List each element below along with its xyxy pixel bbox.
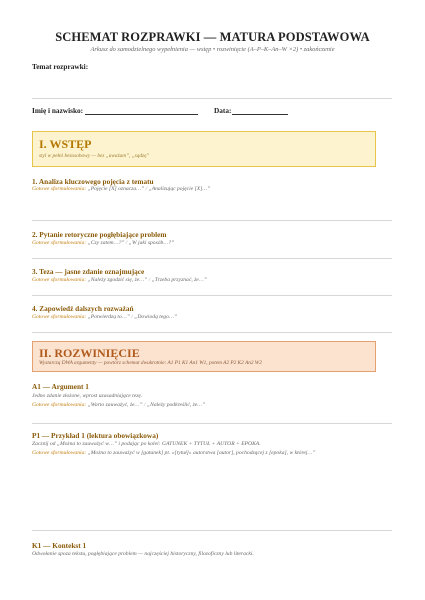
phrase-separator: / xyxy=(145,186,148,192)
topic-answer-line[interactable] xyxy=(32,98,392,99)
intro-item-1-answer-line[interactable] xyxy=(32,220,392,221)
body-section-header xyxy=(32,341,376,372)
phrase: „W jaki sposób…?” xyxy=(128,240,175,246)
phrase: „Warto zauważyć, że…” xyxy=(87,402,143,408)
hint-label: Gotowe sformułowania: xyxy=(32,240,87,246)
phrase: „Analizując pojęcie [X]…” xyxy=(148,186,211,192)
k1-description: Odwołanie spoza tekstu, pogłębiające problem — najczęściej historyczny, filozoficzny lub literacki. xyxy=(32,551,254,557)
name-label: Imię i nazwisko: xyxy=(32,106,84,115)
p1-answer-line[interactable] xyxy=(32,530,392,531)
body-title: II. ROZWINIĘCIE xyxy=(39,346,140,360)
intro-item-2-answer-line[interactable] xyxy=(32,258,392,259)
hint-label: Gotowe sformułowania: xyxy=(32,450,87,456)
intro-item-4-title: 4. Zapowiedź dalszych rozważań xyxy=(32,304,134,313)
topic-label: Temat rozprawki: xyxy=(32,62,89,71)
phrase-separator: / xyxy=(131,314,133,320)
phrase: „Można to zauważyć w [gatunek] pt. «[tytuł]» autorstwa [autor], pochodzącej z [epoka], w której…” xyxy=(87,450,316,456)
date-label: Data: xyxy=(214,106,232,115)
page-subtitle: Arkusz do samodzielnego wypełnienia — wstęp • rozwinięcie (A–P–K–An–W ×2) • zakończenie xyxy=(90,46,335,53)
p1-title: P1 — Przykład 1 (lektura obowiązkowa) xyxy=(32,431,159,440)
hint-label: Gotowe sformułowania: xyxy=(32,314,87,320)
page-title: SCHEMAT ROZPRAWKI — MATURA PODSTAWOWA xyxy=(55,30,370,44)
phrase: „Należy podkreślić, że…” xyxy=(146,402,206,408)
intro-item-2-title: 2. Pytanie retoryczne pogłębiające problem xyxy=(32,230,167,239)
intro-item-1-title: 1. Analiza kluczowego pojęcia z tematu xyxy=(32,177,154,186)
k1-title: K1 — Kontekst 1 xyxy=(32,541,87,550)
intro-item-4-hint xyxy=(32,314,177,320)
intro-item-2-hint xyxy=(32,240,174,246)
phrase: „Czy zatem…?” xyxy=(87,240,125,246)
phrase: „Trzeba przyznać, że…” xyxy=(151,277,207,283)
phrase-separator: / xyxy=(144,402,146,408)
a1-answer-line[interactable] xyxy=(32,423,392,424)
phrase-separator: / xyxy=(148,277,151,283)
phrase: „Dowiodą tego…” xyxy=(134,314,177,320)
phrase: „Pojęcie [X] oznacza…” xyxy=(87,186,145,192)
body-subtitle: Wystarczą DWA argumenty — powtórz schemat dwukrotnie: A1 P1 K1 An1 W1, potem A2 P2 K2 An2 W2 xyxy=(39,360,262,366)
phrase: „Należy zgodzić się, że…” xyxy=(87,277,148,283)
intro-subtitle: styl w pełni bezosobowy — bez „uważam”, „sądzę” xyxy=(39,153,150,159)
intro-item-3-title: 3. Teza — jasne zdanie oznajmujące xyxy=(32,267,145,276)
a1-description: Jedno zdanie złożone, wprost uzasadniające tezę. xyxy=(32,393,143,399)
a1-hint xyxy=(32,402,205,408)
phrase-separator: / xyxy=(125,240,128,246)
p1-description: Zacznij od „Można to zauważyć w…” i podając po kolei: GATUNEK + TYTUŁ + AUTOR + EPOKA. xyxy=(32,441,261,447)
intro-item-3-answer-line[interactable] xyxy=(32,295,392,296)
phrase: „Potwierdzą to…” xyxy=(87,314,130,320)
hint-label: Gotowe sformułowania: xyxy=(32,402,87,408)
p1-hint xyxy=(32,450,316,456)
intro-title: I. WSTĘP xyxy=(39,137,92,151)
date-field[interactable] xyxy=(232,114,288,115)
intro-section-header xyxy=(32,131,376,167)
hint-label: Gotowe sformułowania: xyxy=(32,186,87,192)
a1-title: A1 — Argument 1 xyxy=(32,382,89,391)
intro-item-4-answer-line[interactable] xyxy=(32,332,392,333)
intro-item-1-hint xyxy=(32,186,210,192)
name-field[interactable] xyxy=(85,114,198,115)
hint-label: Gotowe sformułowania: xyxy=(32,277,87,283)
intro-item-3-hint xyxy=(32,277,207,283)
